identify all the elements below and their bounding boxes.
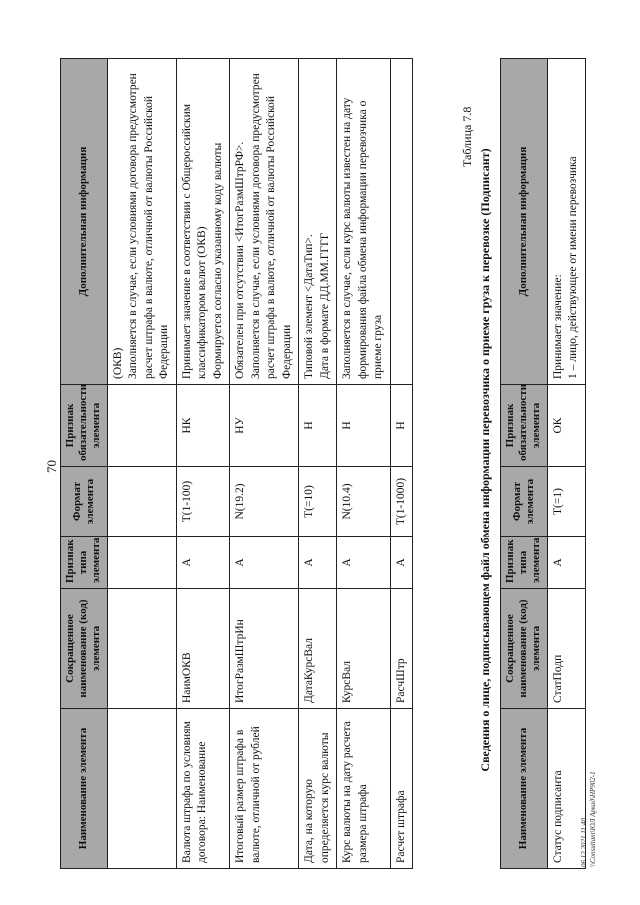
cell-type-flag: А	[390, 537, 413, 589]
table-row	[337, 59, 391, 869]
table-row	[390, 59, 413, 869]
cell-type-flag: А	[176, 537, 230, 589]
cell-element-code: КурсВал	[337, 589, 391, 709]
cell-element-name: Расчет штрафа	[390, 709, 413, 869]
table-row	[107, 59, 176, 869]
cell-type-flag	[107, 537, 176, 589]
table-row	[230, 59, 299, 869]
column-header: Формат элемента	[501, 467, 548, 537]
cell-format: N(19.2)	[230, 467, 299, 537]
cell-required-flag: Н	[337, 385, 391, 467]
table-label: Таблица 7.8	[460, 106, 474, 167]
cell-type-flag: А	[337, 537, 391, 589]
footer-timestamp: 06.12.2021 11:40	[580, 817, 588, 867]
cell-additional-info: Типовой элемент <ДатаТип>. Дата в формате ДД.ММ.ГГГГ	[299, 59, 337, 385]
print-footer	[580, 771, 598, 867]
cell-element-name	[107, 709, 176, 869]
column-header: Сокращенное наименование (код) элемента	[501, 589, 548, 709]
cell-required-flag: ОК	[547, 385, 585, 467]
cell-format: T(=1)	[547, 467, 585, 537]
column-header: Признак обязательности элемента	[501, 385, 548, 467]
table-header-row	[61, 59, 108, 869]
footer-path: \\Consultant\ЮЛ Аркад\HP902-1	[588, 771, 597, 867]
cell-element-name: Итоговый размер штрафа в валюте, отличной от рублей	[230, 709, 299, 869]
cell-format: T(1-1000)	[390, 467, 413, 537]
column-header: Дополнительная информация	[501, 59, 548, 385]
column-header: Признак обязательности элемента	[61, 385, 108, 467]
signer-table	[500, 58, 586, 869]
cell-additional-info	[390, 59, 413, 385]
cell-element-code: СтатПодп	[547, 589, 585, 709]
cell-element-name: Валюта штрафа по условиям договора: Наименование	[176, 709, 230, 869]
cell-type-flag: А	[547, 537, 585, 589]
cell-format: T(=10)	[299, 467, 337, 537]
table-row	[547, 59, 585, 869]
cell-required-flag	[107, 385, 176, 467]
cell-additional-info: Заполняется в случае, если курс валюты известен на дату формирования файла обмена информации перевозчика о приеме груза	[337, 59, 391, 385]
cell-element-name: Дата, на которую определяется курс валюты	[299, 709, 337, 869]
cell-element-name: Курс валюты на дату расчета размера штрафа	[337, 709, 391, 869]
cell-element-code: РасчШтр	[390, 589, 413, 709]
cell-format: N(10.4)	[337, 467, 391, 537]
cell-format	[107, 467, 176, 537]
cell-required-flag: Н	[299, 385, 337, 467]
cell-format: T(1-100)	[176, 467, 230, 537]
table-row	[176, 59, 230, 869]
cell-additional-info: Обязателен при отсутствии <ИтогРазмШтрРФ>. Заполняется в случае, если условиями договора предусмотрен расчет штрафа в валюте, отличной от валюты Российской Федерации	[230, 59, 299, 385]
column-header: Сокращенное наименование (код) элемента	[61, 589, 108, 709]
cell-required-flag: НУ	[230, 385, 299, 467]
column-header: Наименование элемента	[61, 709, 108, 869]
cell-additional-info: Принимает значение: 1 – лицо, действующее от имени перевозчика	[547, 59, 585, 385]
cell-type-flag: А	[230, 537, 299, 589]
cell-element-code: ДатаКурсВал	[299, 589, 337, 709]
cell-additional-info: Принимает значение в соответствии с Общероссийским классификатором валют (ОКВ) Формируется согласно указанному коду валюты	[176, 59, 230, 385]
column-header: Дополнительная информация	[61, 59, 108, 385]
table-header-row	[501, 59, 548, 869]
table-row	[299, 59, 337, 869]
cell-additional-info: (ОКВ) Заполняется в случае, если условиями договора предусмотрен расчет штрафа в валюте, отличной от валюты Российской Федерации	[107, 59, 176, 385]
cell-element-code	[107, 589, 176, 709]
cell-element-code: НаимОКВ	[176, 589, 230, 709]
cell-element-name: Статус подписанта	[547, 709, 585, 869]
cell-type-flag: А	[299, 537, 337, 589]
column-header: Признак типа элемента	[61, 537, 108, 589]
table-caption: Сведения о лице, подписывающем файл обмена информации перевозчика о приеме груза к перевозке (Подписант)	[478, 148, 492, 772]
cell-element-code: ИтогРазмШтрИн	[230, 589, 299, 709]
cell-required-flag: Н	[390, 385, 413, 467]
column-header: Признак типа элемента	[501, 537, 548, 589]
elements-table	[60, 58, 413, 869]
cell-required-flag: НК	[176, 385, 230, 467]
column-header: Наименование элемента	[501, 709, 548, 869]
page-number: 70	[44, 460, 59, 473]
column-header: Формат элемента	[61, 467, 108, 537]
